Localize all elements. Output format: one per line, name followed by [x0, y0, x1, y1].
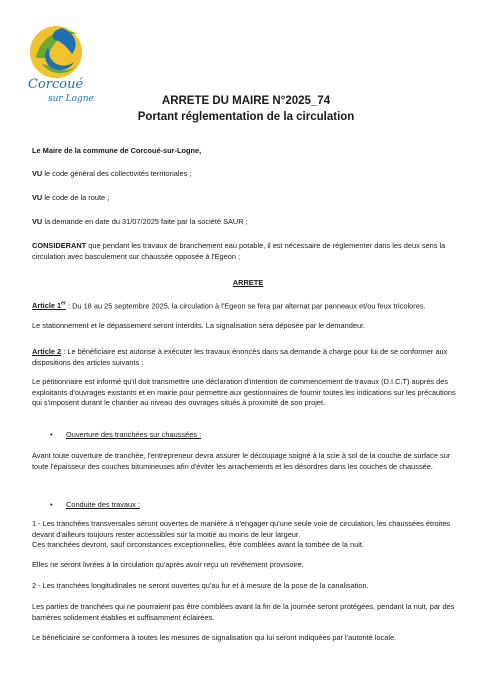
bullet-conduite-travaux: Conduite des travaux : [66, 500, 140, 509]
logo-text-corcoue: Corcoué [28, 77, 84, 92]
signalisation-line: Le bénéficiaire se conformera à toutes les mesures de signalisation qui lui seront indiquées par l'autorité locale. [32, 633, 397, 642]
decree-subtitle: Portant réglementation de la circulation [137, 111, 355, 123]
article-2-label: Article 2 [32, 347, 62, 356]
logo-emblem [22, 18, 112, 104]
vu-label: VU [32, 169, 43, 178]
dict-paragraph: Le pétitionnaire est informé qu'il doit transmettre une déclaration d'intention de commencement de travaux (D.I.C.T) auprès des exploitants d'ouvrages existants et en mairie pour permettre aux gestionnaires de fournir toutes les indications sur les précautions qui s'imposent durant le chantier au niveau des ouvrages situés à proximité de son projet. [32, 377, 456, 408]
decoupage-paragraph: Avant toute ouverture de tranchée, l'entrepreneur devra assurer le découpage soigné à la scie à sol de la couche de surface sur toute l'épaisseur des couches bitumineuses afin d'éviter les arrachements et les désordres dans les couches de chaussée. [32, 451, 451, 471]
vu-line-demande [32, 217, 464, 228]
vu-text: le code de la route ; [42, 193, 110, 202]
vu-text: le code général des collectivités territoriales ; [42, 169, 192, 178]
article-2-paragraph [32, 347, 464, 368]
vu-line-code-route [32, 193, 464, 204]
tranchees-transversales-paragraph: 1 - Les tranchées transversales seront ouvertes de manière à n'engager qu'une seule voie de circulation, les chaussées étroites devant d'ailleurs toujours rester accessibles sur la moitié au moins de leur largeur. [32, 519, 451, 539]
bullet-dot: • [50, 500, 53, 509]
logo-text-sur-logne: sur Logne [48, 94, 94, 104]
mayor-line: Le Maire de la commune de Corcoué-sur-Logne, [32, 146, 202, 155]
vu-label: VU [32, 193, 43, 202]
article-1-text: : Du 18 au 25 septembre 2025, la circulation à l'Egeon se fera par alternat par panneaux et/ou feux tricolores. [65, 301, 426, 311]
article-1-paragraph-2: Le stationnement et le dépassement seront interdits. La signalisation sera déposée par le demandeur. [32, 321, 366, 330]
decree-title: ARRETE DU MAIRE N°2025_74 [161, 95, 331, 107]
article-1-paragraph [32, 299, 464, 312]
protection-nuit-paragraph: Les parties de tranchées qui ne pourraient pas être comblées avant la fin de la journée seront protégées, pendant la nuit, par des barrières solidement établies et suffisamment éclairées. [32, 602, 455, 622]
bullet-dot: • [50, 430, 53, 439]
considerant-label: CONSIDERANT [32, 241, 87, 250]
considerant-paragraph [32, 241, 464, 262]
comblement-nuit-line: Ces tranchées devront, sauf circonstances exceptionnelles, être comblées avant la tombée de la nuit. [32, 540, 364, 549]
article-2-text: : Le bénéficiaire est autorisé à exécuter les travaux énoncés dans sa demande à charge pour lui de se conformer aux dispositions des articles suivants : [32, 347, 448, 367]
considerant-text: que pendant les travaux de branchement eau potable, il est nécessaire de réglementer dans les deux sens la circulation avec basculement sur chaussée opposée à l'Egeon ; [32, 241, 446, 261]
revetement-provisoire-line: Elles ne seront livrées à la circulation qu'après avoir reçu un revêtement provisoire. [32, 560, 304, 569]
vu-label: VU [32, 217, 43, 226]
bullet-ouverture-tranchees: Ouverture des tranchées sur chaussées : [66, 430, 202, 439]
vu-line-cgct [32, 169, 464, 180]
arrete-heading: ARRETE [232, 278, 264, 287]
vu-text: la demande en date du 31/07/2025 faite par la société SAUR ; [42, 217, 248, 226]
article-1-label: Article 1er [32, 301, 66, 311]
tranchees-longitudinales-line: 2 - Les tranchées longitudinales ne seront ouvertes qu'au fur et à mesure de la pose de la canalisation. [32, 581, 369, 590]
commune-logo [22, 18, 112, 104]
